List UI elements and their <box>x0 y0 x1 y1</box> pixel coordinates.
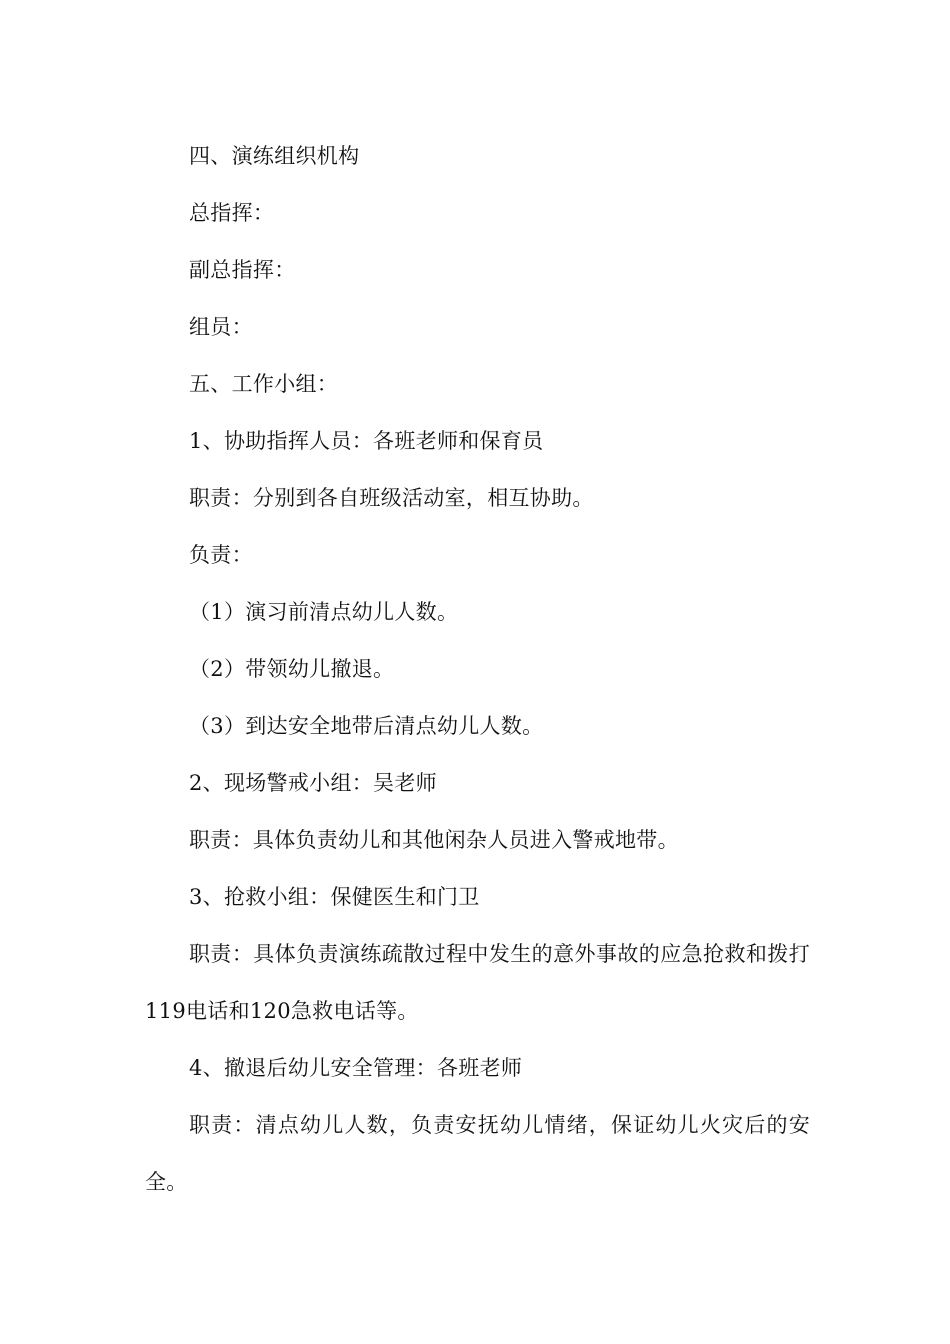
group-1-responsibility-label: 负责： <box>189 543 253 567</box>
responsibility-item-3: （3）到达安全地带后清点幼儿人数。 <box>189 714 544 738</box>
group-3-duty: 职责：具体负责演练疏散过程中发生的意外事故的应急抢救和拨打119电话和120急救电话等。 <box>145 942 810 1023</box>
document-body <box>145 128 810 1211</box>
section-heading-organization: 四、演练组织机构 <box>189 144 360 168</box>
commander-line: 总指挥： <box>189 201 275 225</box>
group-2-duty: 职责：具体负责幼儿和其他闲杂人员进入警戒地带。 <box>189 828 679 852</box>
deputy-commander-line: 副总指挥： <box>189 258 296 282</box>
section-heading-work-groups: 五、工作小组： <box>189 372 339 396</box>
group-4-duty: 职责：清点幼儿人数，负责安抚幼儿情绪，保证幼儿火灾后的安全。 <box>145 1113 810 1194</box>
group-1-duty: 职责：分别到各自班级活动室，相互协助。 <box>189 486 594 510</box>
responsibility-item-1: （1）演习前清点幼儿人数。 <box>189 600 459 624</box>
members-line: 组员： <box>189 315 253 339</box>
responsibility-item-2: （2）带领幼儿撤退。 <box>189 657 395 681</box>
group-4-title: 4、撤退后幼儿安全管理：各班老师 <box>189 1056 523 1080</box>
group-1-title: 1、协助指挥人员：各班老师和保育员 <box>189 429 544 453</box>
group-3-title: 3、抢救小组：保健医生和门卫 <box>189 885 480 909</box>
group-2-title: 2、现场警戒小组：吴老师 <box>189 771 437 795</box>
